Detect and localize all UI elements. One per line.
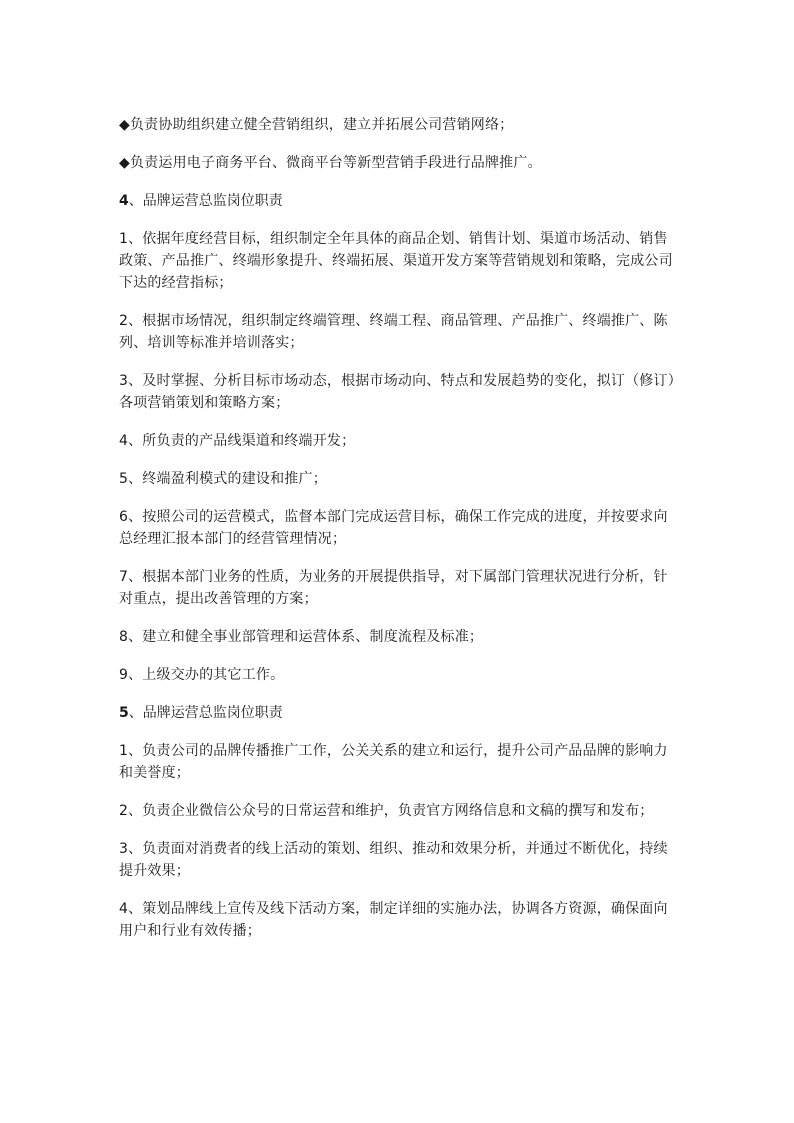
duty-item: 6、按照公司的运营模式，监督本部门完成运营目标，确保工作完成的进度，并按要求向总经理汇报本部门的经营管理情况； [119, 509, 668, 547]
duty-item: 1、负责公司的品牌传播推广工作，公关关系的建立和运行，提升公司产品品牌的影响力和美誉度； [119, 743, 668, 781]
duty-item: 7、根据本部门业务的性质，为业务的开展提供指导，对下属部门管理状况进行分析，针对重点，提出改善管理的方案； [119, 569, 668, 607]
bullet-item: ◆负责运用电子商务平台、微商平台等新型营销手段进行品牌推广。 [119, 155, 542, 171]
duty-item: 9、上级交办的其它工作。 [119, 667, 285, 683]
duty-item: 3、负责面对消费者的线上活动的策划、组织、推动和效果分析，并通过不断优化，持续提升效果； [119, 841, 668, 879]
duty-item: 1、依据年度经营目标，组织制定全年具体的商品企划、销售计划、渠道市场活动、销售政策、产品推广、终端形象提升、终端拓展、渠道开发方案等营销规划和策略，完成公司下达的经营指标； [119, 231, 673, 291]
section-4-number: 4 [119, 193, 129, 209]
duty-item: 4、策划品牌线上宣传及线下活动方案，制定详细的实施办法，协调各方资源，确保面向用户和行业有效传播； [119, 901, 668, 939]
document-body [119, 114, 675, 958]
duty-item: 3、及时掌握、分析目标市场动态，根据市场动向、特点和发展趋势的变化，拟订（修订）各项营销策划和策略方案； [119, 373, 675, 411]
bullet-item: ◆负责协助组织建立健全营销组织，建立并拓展公司营销网络； [119, 117, 514, 133]
duty-item: 2、根据市场情况，组织制定终端管理、终端工程、商品管理、产品推广、终端推广、陈列、培训等标准并培训落实； [119, 313, 668, 351]
duty-item: 8、建立和健全事业部管理和运营体系、制度流程及标准； [119, 629, 484, 645]
section-5-number: 5 [119, 705, 129, 721]
duty-item: 5、终端盈利模式的建设和推广； [119, 471, 327, 487]
duty-item: 4、所负责的产品线渠道和终端开发； [119, 433, 356, 449]
duty-item: 2、负责企业微信公众号的日常运营和维护，负责官方网络信息和文稿的撰写和发布； [119, 803, 654, 819]
section-4-title: 、品牌运营总监岗位职责 [128, 193, 283, 209]
section-5-heading [119, 702, 675, 724]
section-5-title: 、品牌运营总监岗位职责 [128, 705, 283, 721]
section-4-heading [119, 190, 675, 212]
